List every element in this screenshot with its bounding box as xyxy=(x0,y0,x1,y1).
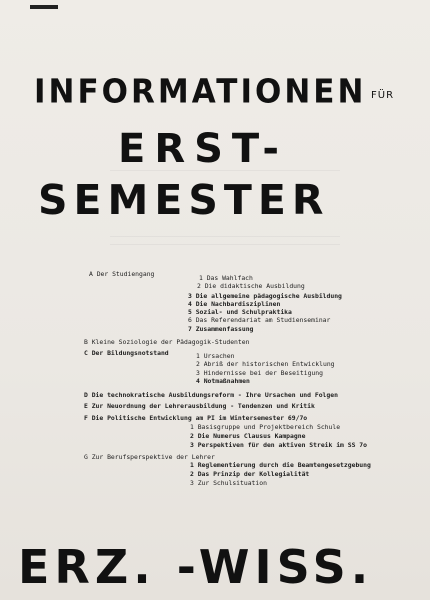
footer-title: ERZ. -WISS. xyxy=(18,540,374,594)
section-g-item-3: 3 Zur Schulsituation xyxy=(190,479,267,487)
section-e-label: E Zur Neuordnung der Lehrerausbildung - Tendenzen und Kritik xyxy=(84,402,315,410)
section-c-item-2: 2 Abriß der historischen Entwicklung xyxy=(196,360,335,368)
corner-mark xyxy=(30,5,58,9)
title-line-semester: SEMESTER xyxy=(38,176,330,224)
section-g-label: G Zur Berufsperspektive der Lehrer xyxy=(84,453,215,461)
section-g-item-2: 2 Das Prinzip der Kollegialität xyxy=(190,470,310,478)
section-a-item-3: 3 Die allgemeine pädagogische Ausbildung xyxy=(188,292,342,300)
section-c-item-1: 1 Ursachen xyxy=(196,352,235,360)
section-b-label: B Kleine Soziologie der Pädagogik-Studenten xyxy=(84,338,250,346)
show-through-line xyxy=(110,236,340,237)
section-a-item-1: 1 Das Wahlfach xyxy=(199,274,253,282)
section-c-item-3: 3 Hindernisse bei der Beseitigung xyxy=(196,369,323,377)
section-g-item-1: 1 Reglementierung durch die Beamtengesetzgebung xyxy=(190,461,371,469)
title-line-informationen: INFORMATIONEN xyxy=(34,73,367,111)
section-f-item-1: 1 Basisgruppe und Projektbereich Schule xyxy=(190,423,341,431)
title-line-erst: ERST- xyxy=(118,126,288,172)
title-fuer: FÜR xyxy=(371,90,395,101)
section-f-item-2: 2 Die Numerus Clausus Kampagne xyxy=(190,432,306,440)
show-through-line xyxy=(110,244,340,245)
section-f-label: F Die Politische Entwicklung am PI im Wintersemester 69/7o xyxy=(84,414,308,422)
section-f-item-3: 3 Perspektiven für den aktiven Streik im SS 7o xyxy=(190,441,367,449)
section-a-label: A Der Studiengang xyxy=(89,270,155,278)
section-c-item-4: 4 Notmaßnahmen xyxy=(196,377,250,385)
section-a-item-4: 4 Die Nachbardisziplinen xyxy=(188,300,281,308)
section-a-item-5: 5 Sozial- und Schulpraktika xyxy=(188,308,292,316)
section-a-item-6: 6 Das Referendariat am Studienseminar xyxy=(188,316,331,324)
section-a-item-2: 2 Die didaktische Ausbildung xyxy=(197,282,305,290)
section-d-label: D Die technokratische Ausbildungsreform - Ihre Ursachen und Folgen xyxy=(84,391,338,399)
section-c-label: C Der Bildungsnotstand xyxy=(84,349,169,357)
section-a-item-7: 7 Zusammenfassung xyxy=(188,325,254,333)
